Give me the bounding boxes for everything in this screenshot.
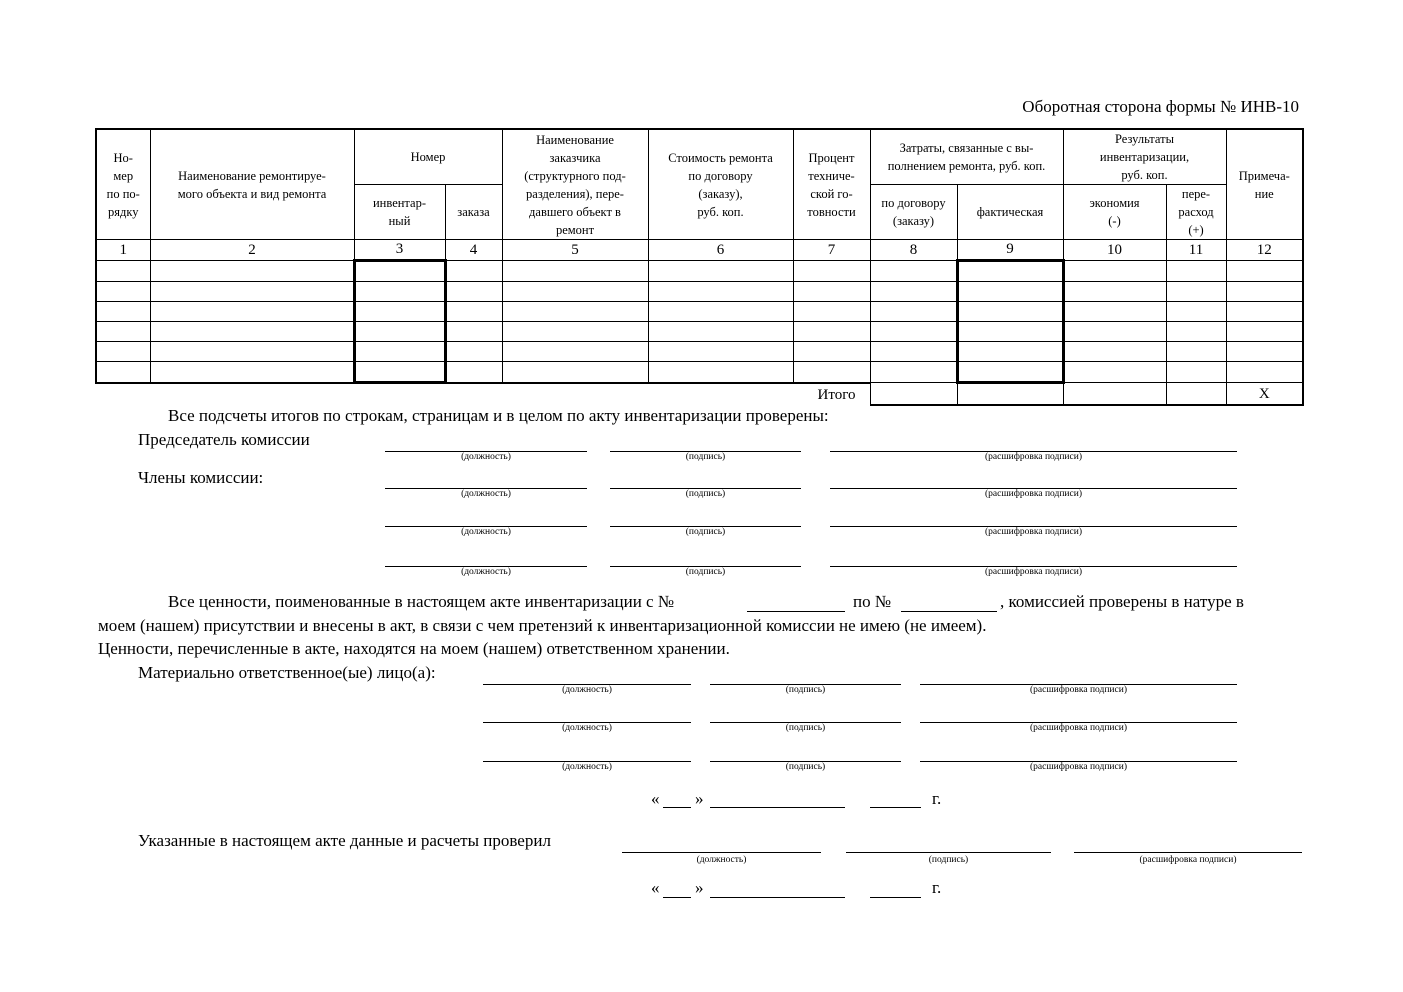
column-number-cell: 6 — [648, 240, 793, 261]
caption-position: (должность) — [562, 762, 612, 772]
caption-decode: (расшифровка подписи) — [985, 489, 1082, 499]
caption-decode: (расшифровка подписи) — [1030, 723, 1127, 733]
table-cell[interactable] — [870, 322, 957, 342]
table-cell[interactable] — [1166, 322, 1226, 342]
table-cell[interactable] — [1063, 322, 1166, 342]
table-row — [96, 342, 1303, 362]
header-nomer: Номер — [354, 129, 502, 185]
table-row — [96, 362, 1303, 383]
table-cell[interactable] — [957, 322, 1063, 342]
table-cell[interactable] — [1226, 362, 1303, 383]
table-cell[interactable] — [648, 362, 793, 383]
table-cell[interactable] — [502, 302, 648, 322]
from-number-field[interactable] — [747, 611, 845, 612]
table-cell[interactable] — [793, 261, 870, 282]
date-open-quote: « — [651, 878, 660, 897]
table-cell[interactable] — [957, 362, 1063, 383]
table-cell[interactable] — [445, 362, 502, 383]
table-cell[interactable] — [648, 261, 793, 282]
checker-position-line[interactable] — [622, 852, 821, 853]
table-cell[interactable] — [445, 282, 502, 302]
header-object-name: Наименование ремонтируе- мого объекта и вид ремонта — [150, 129, 354, 240]
caption-decode: (расшифровка подписи) — [1139, 855, 1237, 865]
table-cell[interactable] — [648, 342, 793, 362]
table-cell[interactable] — [1166, 261, 1226, 282]
caption-position: (должность) — [461, 527, 511, 537]
header-customer: Наименование заказчика (структурного под- разделения), пере- давшего объект в ремонт — [502, 129, 648, 240]
caption-signature: (подпись) — [685, 489, 726, 499]
caption-signature: (подпись) — [685, 527, 726, 537]
total-label: Итого — [96, 383, 870, 406]
values-statement-start: Все ценности, поименованные в настоящем акте инвентаризации с № — [168, 592, 675, 611]
caption-decode: (расшифровка подписи) — [985, 567, 1082, 577]
date-day-field[interactable] — [663, 897, 691, 898]
caption-signature: (подпись) — [685, 452, 726, 462]
table-cell[interactable] — [1063, 282, 1166, 302]
table-cell[interactable] — [870, 362, 957, 383]
table-cell[interactable] — [150, 362, 354, 383]
checker-signature-line[interactable] — [846, 852, 1051, 853]
table-cell[interactable] — [1166, 302, 1226, 322]
column-number-cell: 9 — [957, 240, 1063, 261]
header-note: Примеча- ние — [1226, 129, 1303, 240]
table-cell[interactable] — [648, 302, 793, 322]
table-cell[interactable] — [1226, 282, 1303, 302]
caption-position: (должность) — [562, 723, 612, 733]
table-cell[interactable] — [354, 302, 445, 322]
table-cell[interactable] — [502, 322, 648, 342]
date-close-quote: » — [695, 789, 704, 808]
table-row — [96, 322, 1303, 342]
date-close-quote: » — [695, 878, 704, 897]
column-number-cell: 3 — [354, 240, 445, 261]
table-cell[interactable] — [870, 282, 957, 302]
table-row — [96, 261, 1303, 282]
inventory-table — [95, 128, 1304, 406]
checked-by-label: Указанные в настоящем акте данные и расчеты проверил — [138, 831, 551, 850]
date-year-field[interactable] — [870, 897, 921, 898]
table-cell[interactable] — [502, 362, 648, 383]
table-cell[interactable] — [445, 302, 502, 322]
table-cell[interactable] — [957, 342, 1063, 362]
table-cell[interactable] — [354, 322, 445, 342]
table-cell[interactable] — [1166, 342, 1226, 362]
column-number-cell: 1 — [96, 240, 150, 261]
caption-decode: (расшифровка подписи) — [985, 452, 1082, 462]
table-cell[interactable] — [150, 302, 354, 322]
table-cell[interactable] — [957, 261, 1063, 282]
table-cell[interactable] — [502, 342, 648, 362]
values-statement-line2: моем (нашем) присутствии и внесены в акт, в связи с чем претензий к инвентаризационной комиссии не имею (не имеем). — [98, 616, 987, 635]
chairman-label: Председатель комиссии — [138, 430, 310, 449]
header-costs: Затраты, связанные с вы- полнением ремонта, руб. коп. — [870, 129, 1063, 185]
table-cell[interactable] — [957, 302, 1063, 322]
table-cell[interactable] — [96, 322, 150, 342]
table-cell[interactable] — [1063, 342, 1166, 362]
header-inventory-number: инвентар- ный — [354, 185, 445, 240]
table-cell[interactable] — [870, 302, 957, 322]
caption-signature: (подпись) — [785, 723, 826, 733]
header-number: Но- мер по по- рядку — [96, 129, 150, 240]
total-cell[interactable] — [957, 383, 1063, 406]
header-savings: экономия (-) — [1063, 185, 1166, 240]
table-cell[interactable] — [957, 282, 1063, 302]
table-cell[interactable] — [793, 342, 870, 362]
year-label: г. — [932, 878, 942, 897]
header-by-contract: по договору (заказу) — [870, 185, 957, 240]
table-cell[interactable] — [354, 362, 445, 383]
table-cell[interactable] — [445, 342, 502, 362]
table-cell[interactable] — [1063, 302, 1166, 322]
table-row — [96, 282, 1303, 302]
table-cell[interactable] — [354, 282, 445, 302]
date-open-quote: « — [651, 789, 660, 808]
table-cell[interactable] — [1226, 342, 1303, 362]
table-cell[interactable] — [870, 342, 957, 362]
table-cell[interactable] — [1063, 362, 1166, 383]
table-cell[interactable] — [793, 322, 870, 342]
total-note: Х — [1226, 383, 1303, 406]
to-number-field[interactable] — [901, 611, 997, 612]
table-cell[interactable] — [870, 261, 957, 282]
total-cell[interactable] — [870, 383, 957, 406]
table-cell[interactable] — [1226, 261, 1303, 282]
date-month-field[interactable] — [710, 897, 845, 898]
table-row — [96, 302, 1303, 322]
column-numbers-row — [96, 240, 1303, 261]
table-cell[interactable] — [1166, 282, 1226, 302]
table-cell[interactable] — [1063, 261, 1166, 282]
table-cell[interactable] — [96, 302, 150, 322]
table-cell[interactable] — [648, 282, 793, 302]
form-title: Оборотная сторона формы № ИНВ-10 — [1022, 97, 1299, 116]
header-actual: фактическая — [957, 185, 1063, 240]
table-cell[interactable] — [96, 261, 150, 282]
date-year-field[interactable] — [870, 807, 921, 808]
table-cell[interactable] — [445, 322, 502, 342]
table-cell[interactable] — [150, 261, 354, 282]
table-cell[interactable] — [1226, 322, 1303, 342]
column-number-cell: 2 — [150, 240, 354, 261]
caption-signature: (подпись) — [785, 762, 826, 772]
date-month-field[interactable] — [710, 807, 845, 808]
column-number-cell: 10 — [1063, 240, 1166, 261]
column-number-cell: 11 — [1166, 240, 1226, 261]
caption-position: (должность) — [562, 685, 612, 695]
values-statement-end: , комиссией проверены в натуре в — [1000, 592, 1244, 611]
table-cell[interactable] — [150, 282, 354, 302]
table-cell[interactable] — [96, 282, 150, 302]
responsible-label: Материально ответственное(ые) лицо(а): — [138, 663, 436, 682]
caption-position: (должность) — [461, 567, 511, 577]
table-cell[interactable] — [150, 322, 354, 342]
header-cost: Стоимость ремонта по договору (заказу), руб. коп. — [648, 129, 793, 240]
members-label: Члены комиссии: — [138, 468, 264, 487]
caption-decode: (расшифровка подписи) — [1030, 685, 1127, 695]
header-results: Результаты инвентаризации, руб. коп. — [1063, 129, 1226, 185]
header-percent: Процент техниче- ской го- товности — [793, 129, 870, 240]
table-cell[interactable] — [96, 362, 150, 383]
table-cell[interactable] — [1226, 302, 1303, 322]
column-number-cell: 4 — [445, 240, 502, 261]
caption-signature: (подпись) — [785, 685, 826, 695]
total-cell[interactable] — [1063, 383, 1166, 406]
table-cell[interactable] — [150, 342, 354, 362]
table-cell[interactable] — [445, 261, 502, 282]
caption-position: (должность) — [461, 489, 511, 499]
header-overspend: пере- расход (+) — [1166, 185, 1226, 240]
table-cell[interactable] — [793, 282, 870, 302]
caption-signature: (подпись) — [928, 855, 969, 865]
caption-position: (должность) — [696, 855, 747, 865]
table-cell[interactable] — [793, 302, 870, 322]
table-cell[interactable] — [793, 362, 870, 383]
table-cell[interactable] — [648, 322, 793, 342]
check-statement: Все подсчеты итогов по строкам, страницам и в целом по акту инвентаризации проверены: — [168, 406, 829, 425]
total-cell[interactable] — [1166, 383, 1226, 406]
year-label: г. — [932, 789, 942, 808]
checker-decode-line[interactable] — [1074, 852, 1302, 853]
values-statement-line3: Ценности, перечисленные в акте, находятся на моем (нашем) ответственном хранении. — [98, 639, 730, 658]
header-order-number: заказа — [445, 185, 502, 240]
table-cell[interactable] — [502, 282, 648, 302]
caption-position: (должность) — [461, 452, 511, 462]
to-number-label: по № — [853, 592, 892, 611]
table-cell[interactable] — [502, 261, 648, 282]
table-cell[interactable] — [354, 261, 445, 282]
column-number-cell: 12 — [1226, 240, 1303, 261]
caption-signature: (подпись) — [685, 567, 726, 577]
column-number-cell: 5 — [502, 240, 648, 261]
table-cell[interactable] — [96, 342, 150, 362]
caption-decode: (расшифровка подписи) — [1030, 762, 1127, 772]
column-number-cell: 7 — [793, 240, 870, 261]
table-cell[interactable] — [354, 342, 445, 362]
date-day-field[interactable] — [663, 807, 691, 808]
column-number-cell: 8 — [870, 240, 957, 261]
table-cell[interactable] — [1166, 362, 1226, 383]
caption-decode: (расшифровка подписи) — [985, 527, 1082, 537]
total-row — [96, 383, 1303, 406]
